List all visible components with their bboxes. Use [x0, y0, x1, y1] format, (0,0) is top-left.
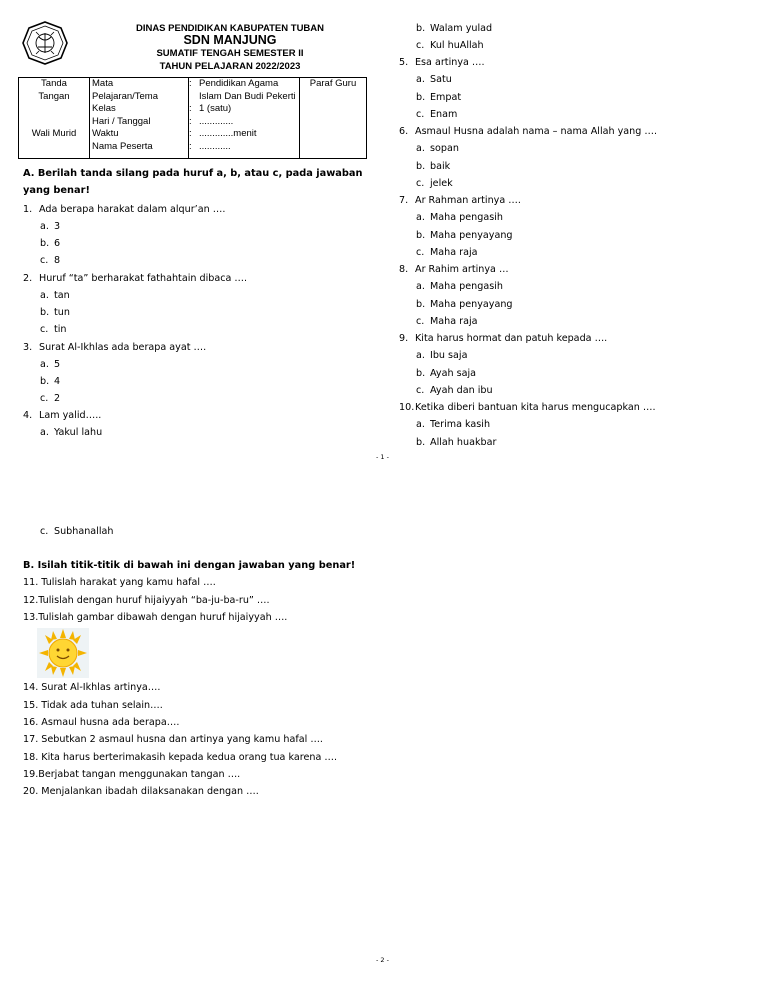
- option: c. Ayah dan ibu: [416, 385, 493, 396]
- option: a. Satu: [416, 74, 452, 85]
- option: c. Maha raja: [416, 316, 478, 327]
- label-pelajaran: Pelajaran/Tema: [92, 90, 159, 102]
- field-labels: [90, 78, 189, 159]
- section-b-instruction: B. Isilah titik-titik di bawah ini dengan jawaban yang benar!: [23, 560, 356, 571]
- option: c. 8: [40, 255, 61, 266]
- option: b. 4: [40, 376, 61, 387]
- label-mata: Mata: [92, 78, 114, 89]
- essay-item: 19.Berjabat tangan menggunakan tangan ….: [23, 769, 241, 780]
- page-number-2: - 2 -: [376, 956, 389, 964]
- value-waktu: .............menit: [199, 128, 257, 139]
- wali-murid-label: Wali Murid: [31, 128, 77, 139]
- option: a. 5: [40, 359, 61, 370]
- section-a-instruction: A. Berilah tanda silang pada huruf a, b, atau c, pada jawaban: [23, 168, 363, 179]
- label-hari-tanggal: Hari / Tanggal: [92, 115, 151, 127]
- essay-item: 14. Surat Al-Ikhlas artinya….: [23, 682, 161, 693]
- value-nama-peserta: ............: [199, 140, 231, 152]
- essay-item: 15. Tidak ada tuhan selain….: [23, 700, 163, 711]
- essay-item: 20. Menjalankan ibadah dilaksanakan dengan ….: [23, 786, 259, 797]
- option: c. jelek: [416, 178, 453, 189]
- colon: :: [189, 140, 192, 152]
- signature-column: [19, 78, 90, 159]
- value-kelas: 1 (satu): [199, 103, 232, 114]
- colon: :: [189, 128, 192, 139]
- option: a. Maha pengasih: [416, 212, 503, 223]
- field-values: [189, 78, 300, 159]
- essay-item: 11. Tulislah harakat yang kamu hafal ….: [23, 577, 216, 588]
- essay-item: 13.Tulislah gambar dibawah dengan huruf hijaiyyah ….: [23, 612, 288, 623]
- question-5: 5. Esa artinya ….: [399, 57, 485, 68]
- question-2: 2. Huruf “ta” berharakat fathahtain dibaca ….: [23, 273, 248, 284]
- header-year: TAHUN PELAJARAN 2022/2023: [159, 61, 301, 72]
- label-kelas: Kelas: [92, 103, 116, 114]
- signature-label-1: Tanda: [41, 78, 67, 89]
- signature-spacer: [19, 116, 89, 129]
- question-1: 1. Ada berapa harakat dalam alqur’an ….: [23, 204, 226, 215]
- section-a-instruction-cont: yang benar!: [23, 185, 90, 196]
- sun-picture: [37, 628, 89, 678]
- colon: :: [189, 78, 192, 89]
- question-9: 9. Kita harus hormat dan patuh kepada ….: [399, 333, 608, 344]
- option: b. 6: [40, 238, 61, 249]
- label-waktu: Waktu: [92, 128, 119, 139]
- colon: :: [189, 103, 192, 114]
- option: a. Terima kasih: [416, 419, 491, 430]
- label-nama-peserta: Nama Peserta: [92, 140, 153, 152]
- option: c. tin: [40, 324, 67, 335]
- option: a. 3: [40, 221, 61, 232]
- signature-label-2: Tangan: [38, 90, 70, 102]
- question-10: 10.Ketika diberi bantuan kita harus mengucapkan ….: [399, 402, 656, 413]
- tut-wuri-handayani-logo: [22, 21, 68, 65]
- option: a. Yakul lahu: [40, 427, 103, 438]
- question-7: 7. Ar Rahman artinya ….: [399, 195, 521, 206]
- question-3: 3. Surat Al-Ikhlas ada berapa ayat ….: [23, 342, 207, 353]
- option: c. 2: [40, 393, 61, 404]
- header-exam: SUMATIF TENGAH SEMESTER II: [156, 48, 304, 59]
- essay-item: 18. Kita harus berterimakasih kepada kedua orang tua karena ….: [23, 752, 338, 763]
- option: c. Kul huAllah: [416, 40, 484, 51]
- option: b. Allah huakbar: [416, 437, 497, 448]
- signature-spacer: [19, 103, 89, 116]
- question-4: 4. Lam yalid…..: [23, 410, 102, 421]
- option: b. Walam yulad: [416, 23, 493, 34]
- page-number-1: - 1 -: [376, 453, 389, 461]
- question-6: 6. Asmaul Husna adalah nama – nama Allah yang ….: [399, 126, 658, 137]
- option: b. Ayah saja: [416, 368, 477, 379]
- option: b. Maha penyayang: [416, 230, 513, 241]
- option: b. baik: [416, 161, 451, 172]
- option: b. Empat: [416, 92, 462, 103]
- option: b. tun: [40, 307, 70, 318]
- colon: :: [189, 115, 192, 127]
- essay-item: 17. Sebutkan 2 asmaul husna dan artinya yang kamu hafal ….: [23, 734, 323, 745]
- essay-item: 12.Tulislah dengan huruf hijaiyyah “ba-ju-ba-ru” ….: [23, 595, 270, 606]
- essay-item: 16. Asmaul husna ada berapa….: [23, 717, 180, 728]
- value-tema: Islam Dan Budi Pekerti: [199, 90, 296, 102]
- value-hari-tanggal: .............: [199, 115, 234, 127]
- paraf-guru-cell: [300, 78, 367, 159]
- header-school: SDN MANJUNG: [183, 33, 277, 47]
- option: b. Maha penyayang: [416, 299, 513, 310]
- question-8: 8. Ar Rahim artinya …: [399, 264, 509, 275]
- option: a. sopan: [416, 143, 459, 154]
- option: a. Maha pengasih: [416, 281, 503, 292]
- option: a. Ibu saja: [416, 350, 468, 361]
- option: c. Subhanallah: [40, 526, 114, 537]
- value-mata: Pendidikan Agama: [199, 78, 279, 89]
- option: a. tan: [40, 290, 70, 301]
- option: c. Enam: [416, 109, 458, 120]
- paraf-guru-label: Paraf Guru: [309, 78, 357, 89]
- identity-table: [18, 77, 367, 159]
- header-agency: DINAS PENDIDIKAN KABUPATEN TUBAN: [135, 23, 325, 34]
- option: c. Maha raja: [416, 247, 478, 258]
